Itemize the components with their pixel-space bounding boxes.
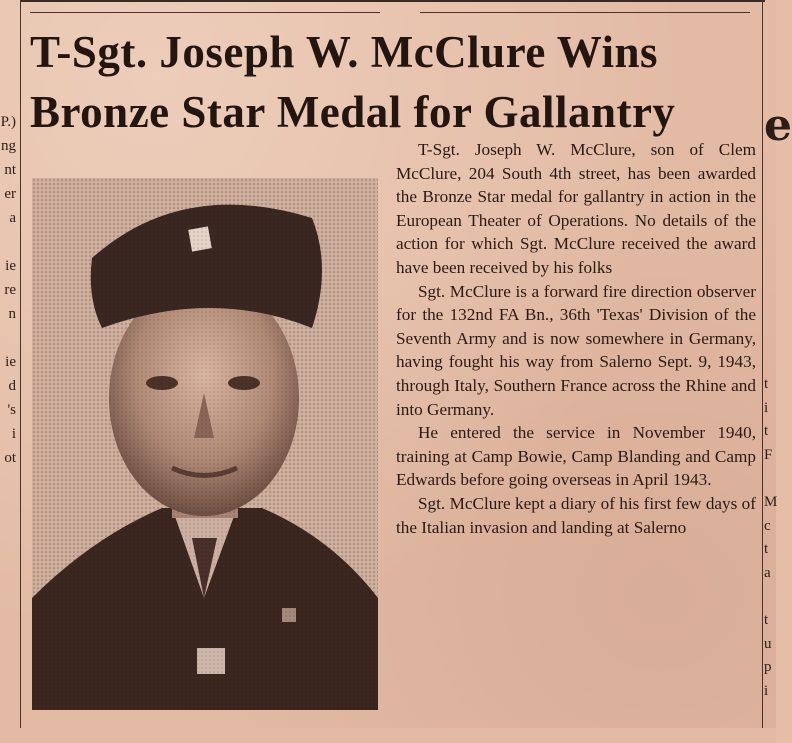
right-column-big-letter: e: [764, 100, 792, 151]
right-fragment-line: [764, 255, 776, 279]
left-fragment-line: ie: [5, 354, 16, 370]
left-column-rule: [20, 0, 21, 743]
section-rule-left: [30, 12, 380, 13]
right-fragment-line: [764, 350, 776, 374]
soldier-portrait-image: [32, 178, 378, 710]
right-fragment-line: [764, 161, 776, 185]
right-fragment-line: M: [764, 494, 778, 511]
left-fragment-line: er: [4, 186, 16, 202]
left-fragment-line: a: [9, 210, 16, 226]
right-fragment-line: c: [764, 517, 771, 534]
right-fragment-line: t: [764, 423, 769, 440]
right-fragment-line: F: [764, 446, 773, 463]
left-column-fragments: [0, 110, 16, 470]
page-bottom-edge: [0, 728, 776, 743]
left-fragment-line: d: [8, 378, 16, 394]
right-fragment-line: [764, 114, 776, 138]
headline-line-1: T-Sgt. Joseph W. McClure Wins: [30, 27, 658, 77]
headline: [30, 22, 740, 142]
right-fragment-line: [764, 90, 776, 114]
right-fragment-line: i: [764, 399, 769, 416]
right-fragment-line: [764, 585, 776, 609]
left-fragment-line: P.): [0, 114, 16, 130]
right-fragment-line: t: [764, 541, 769, 558]
left-fragment-line: n: [8, 306, 16, 322]
right-fragment-line: a: [764, 564, 771, 581]
right-fragment-line: [764, 184, 776, 208]
right-fragment-line: [764, 137, 776, 161]
right-fragment-line: t: [764, 376, 769, 393]
right-fragment-line: [764, 279, 776, 303]
section-rule-right: [420, 12, 750, 13]
right-fragment-line: i: [764, 682, 769, 699]
right-column-rule: [762, 0, 763, 743]
left-fragment-line: nt: [4, 162, 16, 178]
left-fragment-line: [0, 326, 16, 350]
right-fragment-line: [764, 468, 776, 492]
right-fragment-line: [764, 326, 776, 350]
right-column-fragments: [764, 90, 776, 703]
right-fragment-line: [764, 232, 776, 256]
right-fragment-line: u: [764, 635, 772, 652]
left-fragment-line: re: [4, 282, 16, 298]
left-fragment-line: ie: [5, 258, 16, 274]
left-fragment-line: 's: [7, 402, 16, 418]
right-fragment-line: [764, 208, 776, 232]
portrait-photo: [32, 178, 378, 710]
article-paragraph: He entered the service in November 1940, training at Camp Bowie, Camp Blanding and Camp Edwards before going overseas in April 1943.: [396, 423, 756, 490]
left-fragment-line: ot: [4, 450, 16, 466]
article-paragraph: T-Sgt. Joseph W. McClure, son of Clem McClure, 204 South 4th street, has been awarded the Bronze Star medal for gallantry in action in the European Theater of Operations. No details of the action for which Sgt. McClure received the award have been received by his folks: [396, 140, 756, 277]
right-fragment-line: [764, 302, 776, 326]
headline-line-2: Bronze Star Medal for Gallantry: [30, 87, 676, 137]
right-fragment-line: t: [764, 612, 769, 629]
left-fragment-line: i: [11, 426, 16, 442]
article-body: [396, 138, 756, 539]
article-paragraph: Sgt. McClure is a forward fire direction observer for the 132nd FA Bn., 36th 'Texas' Division of the Seventh Army and is now somewhere in Germany, having fought his way from Salerno Sept. 9, 1943, through Italy, Southern France across the Rhine and into Germany.: [396, 281, 756, 419]
article-paragraph: Sgt. McClure kept a diary of his first few days of the Italian invasion and landing at Salerno: [396, 493, 756, 537]
right-fragment-line: p: [764, 659, 772, 676]
left-fragment-line: ng: [1, 138, 16, 154]
left-fragment-line: [0, 230, 16, 254]
top-rule: [20, 0, 765, 2]
